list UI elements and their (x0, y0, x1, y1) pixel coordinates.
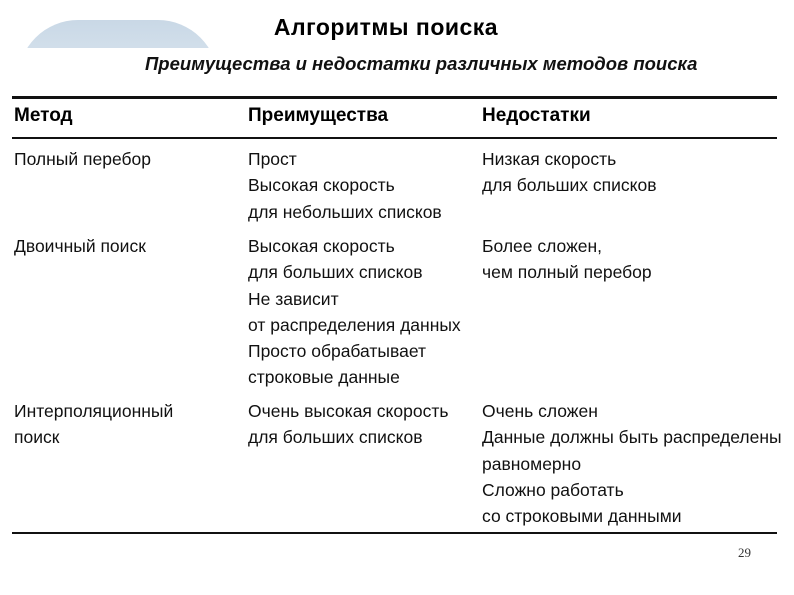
cell-line: Более сложен, (482, 236, 603, 256)
row-1-method (14, 146, 151, 172)
cell-line: поиск (14, 427, 60, 448)
cell-line: строковые данные (248, 367, 400, 388)
cell-line: Данные должны быть распределены (482, 427, 782, 448)
slide-title: Алгоритмы поиска (273, 14, 499, 40)
row-1-cons (482, 146, 657, 199)
cell-line: со строковыми данными (482, 506, 682, 527)
header-method: Метод (14, 105, 73, 126)
cell-line: Прост (248, 149, 297, 169)
cell-line: Низкая скорость (482, 149, 617, 169)
cell-line: для небольших списков (248, 201, 442, 222)
row-2-pros (248, 233, 461, 391)
cell-line: Высокая скорость (248, 175, 395, 196)
cell-line: Высокая скорость (248, 236, 395, 256)
cell-line: Интерполяционный (14, 401, 174, 421)
cell-line: для больших списков (248, 427, 423, 448)
cell-line: Не зависит (248, 288, 339, 309)
cell-line: Очень сложен (482, 401, 598, 421)
table-top-rule (12, 96, 777, 99)
cell-line: Очень высокая скорость (248, 401, 449, 421)
row-1-pros (248, 146, 442, 225)
cell-line: для больших списков (248, 262, 423, 283)
row-3-method (14, 398, 173, 451)
cell-line: от распределения данных (248, 314, 461, 335)
cell-line: Просто обрабатывает (248, 341, 426, 362)
row-2-method (14, 233, 146, 259)
table-caption: Преимущества и недостатки различных методов поиска (145, 53, 698, 74)
cell-line: Сложно работать (482, 479, 624, 500)
cell-line: равномерно (482, 453, 582, 474)
cell-line: для больших списков (482, 175, 657, 196)
row-2-cons (482, 233, 652, 286)
header-rule (12, 137, 777, 139)
cell-line: Полный перебор (14, 149, 151, 169)
cell-line: чем полный перебор (482, 262, 652, 283)
row-3-pros (248, 398, 448, 451)
row-3-cons (482, 398, 782, 529)
header-cons: Недостатки (482, 105, 591, 126)
cell-line: Двоичный поиск (14, 236, 146, 256)
header-pros: Преимущества (248, 105, 389, 126)
page-number: 29 (738, 545, 751, 560)
table-bottom-rule (12, 532, 777, 534)
